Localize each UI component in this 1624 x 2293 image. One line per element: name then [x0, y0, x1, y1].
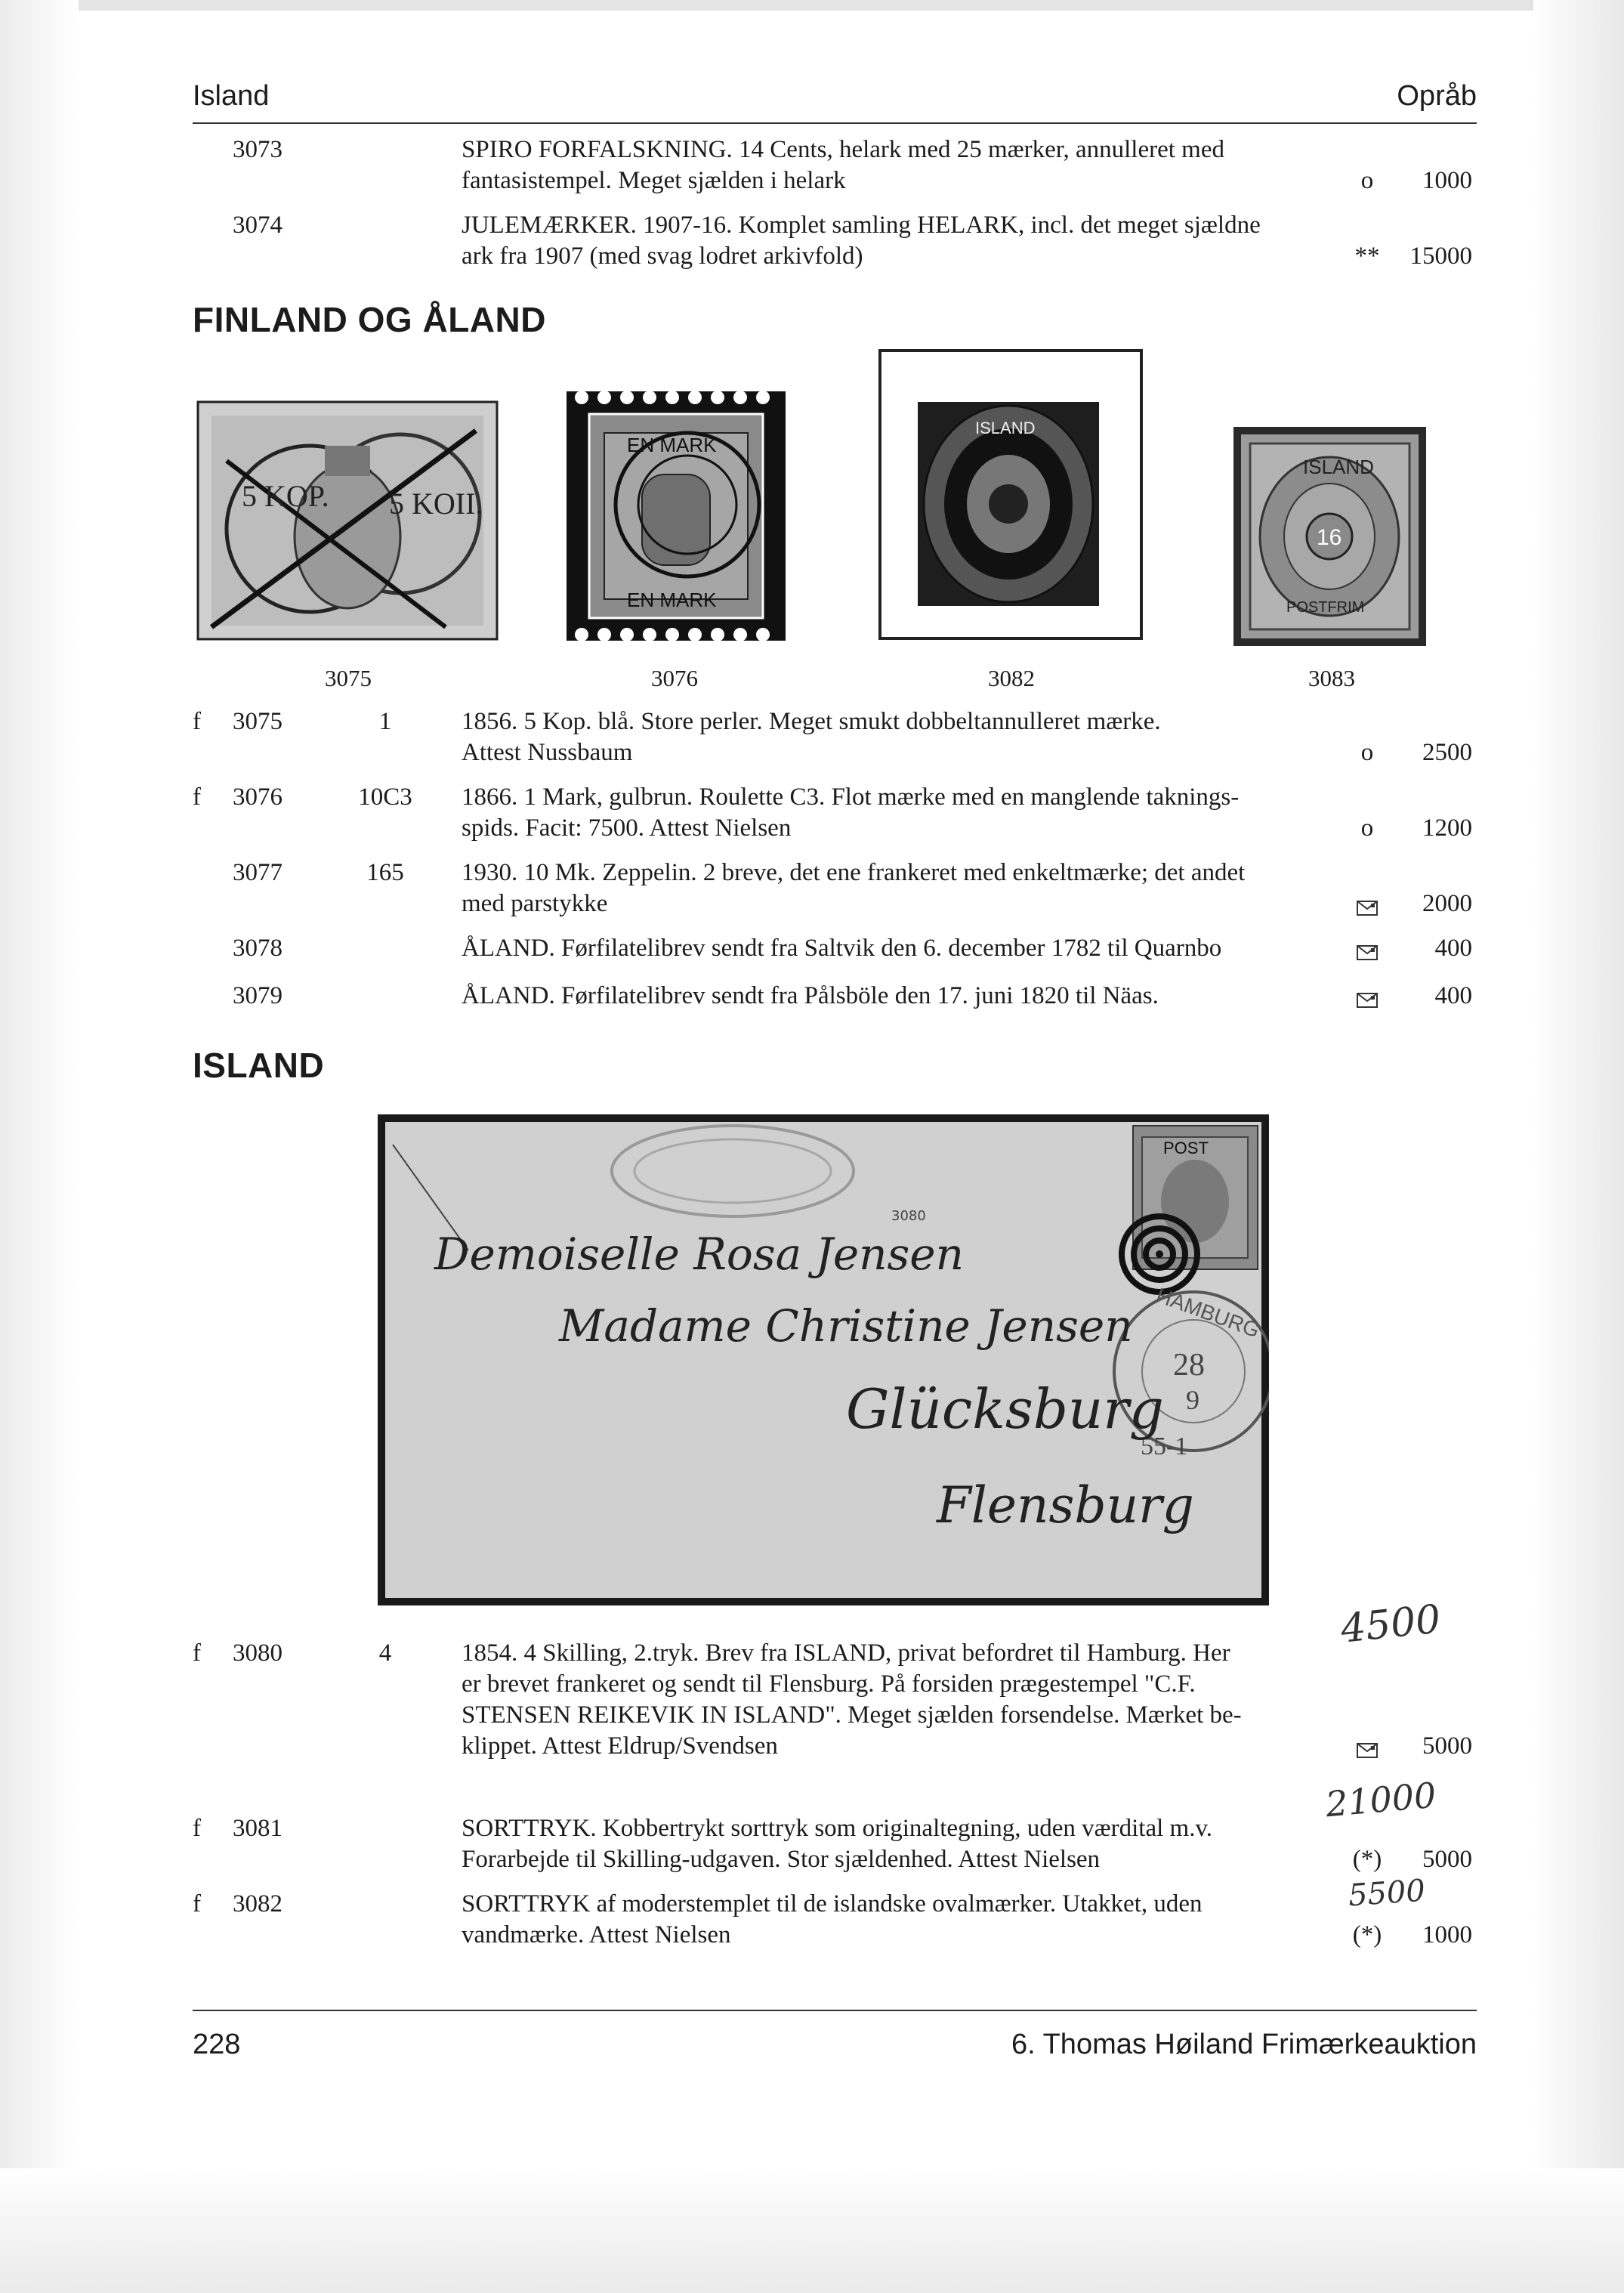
lot-description-line: klippet. Attest Eldrup/Svendsen — [462, 1732, 778, 1760]
lot-3075 — [193, 706, 1477, 774]
lot-number: 3078 — [233, 935, 283, 962]
lot-condition: (*) — [1352, 1921, 1382, 1948]
lot-3074 — [193, 210, 1477, 278]
cover-address-line-3: Glücksburg — [846, 1377, 1164, 1441]
lot-3082 — [193, 1889, 1477, 1957]
lot-description — [462, 1889, 1323, 1951]
cover-cancel-year: 55-1 — [1141, 1432, 1188, 1460]
lot-price: 15000 — [1409, 243, 1472, 270]
lot-flag: f — [193, 783, 201, 811]
cover-image-3080 — [378, 1114, 1269, 1605]
lot-description-line: ark fra 1907 (med svag lodret arkivfold) — [462, 243, 863, 270]
lot-price: 2000 — [1422, 890, 1472, 917]
lot-description-line: ÅLAND. Førfilatelibrev sendt fra Saltvik den 6. december 1782 til Quarnbo — [462, 935, 1222, 962]
lot-description — [462, 210, 1323, 272]
lot-description-line: 1856. 5 Kop. blå. Store perler. Meget smukt dobbeltannulleret mærke. — [462, 708, 1161, 735]
lot-catalog-number: 10C3 — [358, 783, 412, 811]
handwritten-note-3081: 21000 — [1323, 1774, 1438, 1825]
lot-description — [462, 1638, 1323, 1762]
lot-number: 3077 — [233, 859, 283, 886]
lot-description — [462, 981, 1323, 1012]
footer-title: 6. Thomas Høiland Frimærkeauktion — [1011, 2029, 1477, 2060]
svg-text:5 KOII.: 5 KOII. — [389, 487, 483, 521]
lot-flag: f — [193, 1639, 201, 1667]
lot-flag: f — [193, 1890, 201, 1918]
stamp-3083-text-top: ISLAND — [1303, 456, 1374, 478]
lot-description — [462, 1813, 1323, 1875]
lot-condition: o — [1360, 814, 1374, 842]
header-price-label: Opråb — [1397, 80, 1477, 112]
lot-condition: o — [1360, 167, 1374, 194]
cover-address-line-4: Flensburg — [937, 1476, 1194, 1534]
stamp-image-3076 — [567, 391, 786, 641]
svg-text:5 KOP.: 5 KOP. — [242, 479, 329, 513]
stamp-caption-3075: 3075 — [325, 665, 372, 691]
cover-stamp-text: POST — [1163, 1139, 1209, 1157]
running-header — [193, 76, 1477, 121]
lot-number: 3075 — [233, 708, 283, 735]
lot-description-line: SPIRO FORFALSKNING. 14 Cents, helark med 25 mærker, annulleret med — [462, 136, 1224, 163]
lot-price: 1000 — [1422, 167, 1472, 194]
scan-edge-right — [1533, 0, 1624, 2293]
lot-description-line: Attest Nussbaum — [462, 739, 633, 766]
scan-edge-bottom — [0, 2168, 1624, 2293]
handwritten-note-3080: 4500 — [1338, 1596, 1443, 1652]
stamp-3082-text: ISLAND — [975, 419, 1036, 437]
lot-3080 — [193, 1638, 1477, 1774]
lot-3078 — [193, 933, 1477, 967]
lot-number: 3074 — [233, 212, 283, 239]
lot-flag: f — [193, 1815, 201, 1842]
cover-cancel-date: 28 — [1173, 1348, 1205, 1383]
lot-price: 2500 — [1422, 739, 1472, 766]
lot-3077 — [193, 858, 1477, 926]
lot-price: 400 — [1434, 982, 1472, 1009]
catalog-page — [193, 76, 1477, 2115]
lot-description-line: Forarbejde til Skilling-udgaven. Stor sjældenhed. Attest Nielsen — [462, 1846, 1101, 1873]
stamp-3076-text-bottom: EN MARK — [627, 589, 717, 611]
lot-number: 3079 — [233, 982, 283, 1009]
stamp-3076-text-top: EN MARK — [627, 434, 717, 456]
lot-description-line: er brevet frankeret og sendt til Flensburg. På forsiden prægestempel "C.F. — [462, 1670, 1196, 1698]
stamp-image-3083 — [1233, 427, 1426, 646]
lot-price: 1000 — [1422, 1921, 1472, 1948]
lot-description-line: 1854. 4 Skilling, 2.tryk. Brev fra ISLAND, privat befordret til Hamburg. Her — [462, 1639, 1230, 1667]
lot-price: 5000 — [1422, 1846, 1472, 1873]
lot-3079 — [193, 981, 1477, 1015]
lot-description-line: fantasistempel. Meget sjælden i helark — [462, 167, 846, 194]
stamp-3083-text-bottom: POSTFRIM — [1286, 599, 1365, 616]
cover-address-line-2: Madame Christine Jensen — [559, 1300, 1133, 1352]
section-title-finland: FINLAND OG ÅLAND — [193, 300, 546, 339]
page-number: 228 — [193, 2029, 241, 2060]
lot-price: 1200 — [1422, 814, 1472, 842]
stamp-caption-3076: 3076 — [651, 665, 698, 691]
lot-catalog-number: 165 — [366, 859, 404, 886]
lot-price: 400 — [1434, 935, 1472, 962]
lot-description-line: 1866. 1 Mark, gulbrun. Roulette C3. Flot mærke med en manglende taknings- — [462, 783, 1240, 811]
lot-number: 3080 — [233, 1639, 283, 1667]
lot-flag: f — [193, 708, 201, 735]
lot-condition: ** — [1354, 243, 1380, 270]
lot-description — [462, 706, 1323, 768]
stamp-caption-3083: 3083 — [1308, 665, 1355, 691]
stamp-caption-3082: 3082 — [988, 665, 1035, 691]
lot-description — [462, 134, 1323, 196]
stamp-3083-value: 16 — [1317, 525, 1342, 550]
header-country: Island — [193, 80, 270, 112]
stamp-image-3075 — [196, 400, 499, 641]
header-rule — [193, 122, 1477, 124]
cover-address-line-1: Demoiselle Rosa Jensen — [434, 1228, 964, 1280]
lot-description-line: SORTTRYK. Kobbertrykt sorttryk som originaltegning, uden værdital m.v. — [462, 1815, 1213, 1842]
lot-description-line: 1930. 10 Mk. Zeppelin. 2 breve, det ene frankeret med enkeltmærke; det andet — [462, 859, 1246, 886]
lot-description-line: STENSEN REIKEVIK IN ISLAND". Meget sjælden forsendelse. Mærket be- — [462, 1701, 1242, 1729]
lot-catalog-number: 1 — [378, 708, 392, 735]
footer-rule — [193, 2010, 1477, 2011]
stamp-image-3082 — [878, 349, 1143, 640]
cover-lot-mark: 3080 — [891, 1208, 926, 1224]
lot-description-line: ÅLAND. Førfilatelibrev sendt fra Pålsböle den 17. juni 1820 til Näas. — [462, 982, 1159, 1009]
lot-number: 3082 — [233, 1890, 283, 1918]
lot-3081 — [193, 1813, 1477, 1881]
scan-edge-left — [0, 0, 79, 2293]
lot-description-line: vandmærke. Attest Nielsen — [462, 1921, 731, 1948]
lot-price: 5000 — [1422, 1732, 1472, 1760]
lot-number: 3081 — [233, 1815, 283, 1842]
lot-3073 — [193, 134, 1477, 202]
lot-description-line: SORTTRYK af moderstemplet til de islandske ovalmærker. Utakket, uden — [462, 1890, 1203, 1918]
lot-condition: o — [1360, 739, 1374, 766]
handwritten-note-3082: 5500 — [1347, 1873, 1427, 1914]
lot-catalog-number: 4 — [378, 1639, 392, 1667]
lot-condition: (*) — [1352, 1846, 1382, 1873]
lot-description — [462, 858, 1323, 919]
cover-cancel-month: 9 — [1186, 1385, 1199, 1415]
scan-edge-top — [0, 0, 1624, 11]
lot-number: 3076 — [233, 783, 283, 811]
lot-3076 — [193, 782, 1477, 850]
lot-description-line: med parstykke — [462, 890, 608, 917]
cover-cancel-town: HAMBURG — [1153, 1283, 1263, 1343]
lot-number: 3073 — [233, 136, 283, 163]
lot-description-line: JULEMÆRKER. 1907-16. Komplet samling HELARK, incl. det meget sjældne — [462, 212, 1261, 239]
lot-description — [462, 782, 1323, 844]
lot-description-line: spids. Facit: 7500. Attest Nielsen — [462, 814, 792, 842]
lot-description — [462, 933, 1323, 964]
section-title-island: ISLAND — [193, 1046, 325, 1085]
